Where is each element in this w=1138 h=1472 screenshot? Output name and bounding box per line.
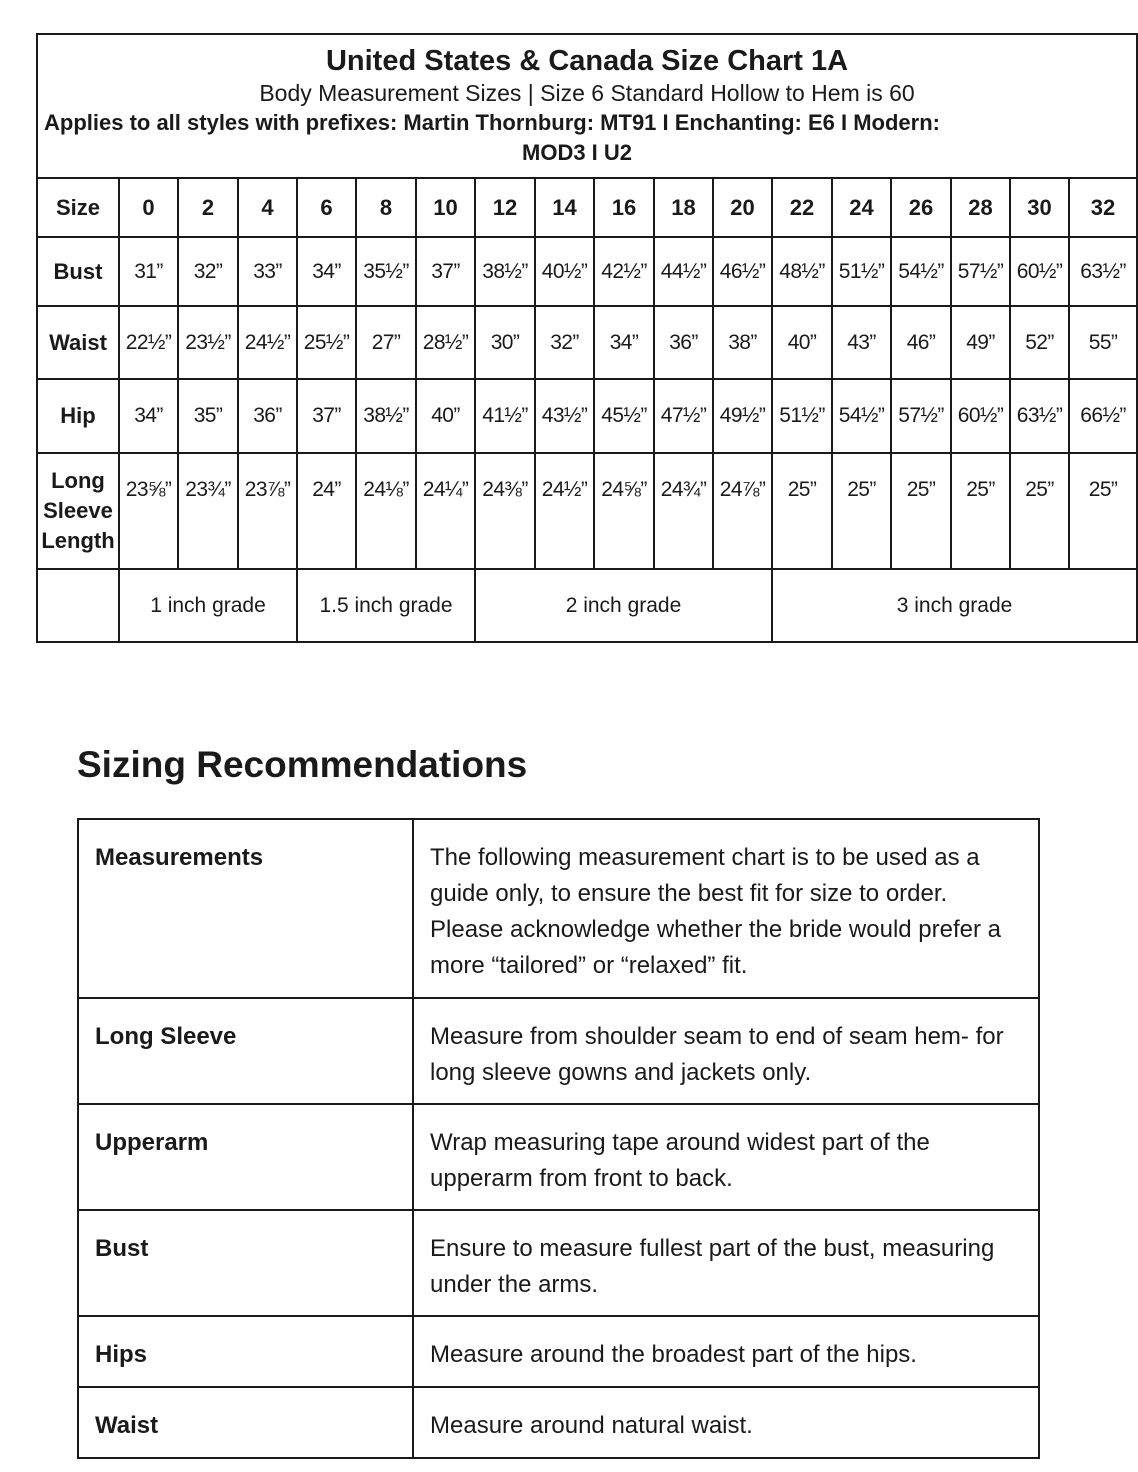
hip-row [37,379,1137,453]
sleeve-cell: 24⅜” [475,453,535,569]
bust-cell: 63½” [1069,237,1137,306]
grade-row [37,569,1137,642]
waist-cell: 24½” [238,306,297,379]
grade-2-inch: 2 inch grade [475,569,772,642]
bust-cell: 60½” [1010,237,1069,306]
row-label-bust: Bust [37,237,119,306]
waist-cell: 55” [1069,306,1137,379]
waist-cell: 28½” [416,306,475,379]
sleeve-cell: 24¾” [654,453,713,569]
size-cell: 16 [594,178,654,237]
waist-cell: 32” [535,306,594,379]
row-label-waist: Waist [37,306,119,379]
bust-cell: 35½” [356,237,416,306]
size-cell: 14 [535,178,594,237]
hip-cell: 40” [416,379,475,453]
size-cell: 2 [178,178,238,237]
waist-cell: 30” [475,306,535,379]
rec-row [78,998,1039,1104]
sleeve-row [37,453,1137,569]
size-chart-applies-line: Applies to all styles with prefixes: Martin Thornburg: MT91 I Enchanting: E6 I Modern: [44,110,940,135]
hip-cell: 49½” [713,379,772,453]
waist-cell: 23½” [178,306,238,379]
hip-cell: 37” [297,379,356,453]
sleeve-cell: 23⅞” [238,453,297,569]
rec-label: Upperarm [78,1104,413,1210]
rec-label: Waist [78,1387,413,1458]
bust-cell: 46½” [713,237,772,306]
size-chart-table [36,33,1138,643]
bust-cell: 34” [297,237,356,306]
size-chart-header [37,34,1137,178]
size-cell: 18 [654,178,713,237]
sleeve-cell: 23¾” [178,453,238,569]
hip-cell: 57½” [891,379,951,453]
rec-row [78,1387,1039,1458]
rec-label: Long Sleeve [78,998,413,1104]
rec-text: Ensure to measure fullest part of the bust, measuring under the arms. [413,1210,1039,1316]
sleeve-cell: 25” [1010,453,1069,569]
grade-3-inch: 3 inch grade [772,569,1137,642]
sleeve-cell: 24⅛” [356,453,416,569]
waist-cell: 27” [356,306,416,379]
grade-1-inch: 1 inch grade [119,569,297,642]
sleeve-cell: 25” [1069,453,1137,569]
size-cell: 22 [772,178,832,237]
bust-cell: 54½” [891,237,951,306]
hip-cell: 36” [238,379,297,453]
sleeve-cell: 25” [891,453,951,569]
size-cell: 24 [832,178,891,237]
sleeve-cell: 24⅝” [594,453,654,569]
size-chart-applies-line-2: MOD3 I U2 [522,140,633,165]
grade-1-5-inch: 1.5 inch grade [297,569,475,642]
size-cell: 6 [297,178,356,237]
size-cell: 20 [713,178,772,237]
size-cell: 30 [1010,178,1069,237]
rec-text: The following measurement chart is to be used as a guide only, to ensure the best fit for size to order. Please acknowledge whether the bride would prefer a more “tailored” or “relaxed” fit. [413,819,1039,998]
bust-cell: 57½” [951,237,1010,306]
hip-cell: 43½” [535,379,594,453]
bust-cell: 42½” [594,237,654,306]
sleeve-cell: 24” [297,453,356,569]
rec-text: Measure around the broadest part of the hips. [413,1316,1039,1387]
bust-row [37,237,1137,306]
sleeve-cell: 24½” [535,453,594,569]
waist-cell: 25½” [297,306,356,379]
hip-cell: 34” [119,379,178,453]
hip-cell: 54½” [832,379,891,453]
hip-cell: 47½” [654,379,713,453]
bust-cell: 48½” [772,237,832,306]
rec-row [78,819,1039,998]
waist-row [37,306,1137,379]
hip-cell: 51½” [772,379,832,453]
size-cell: 28 [951,178,1010,237]
bust-cell: 40½” [535,237,594,306]
hip-cell: 38½” [356,379,416,453]
waist-cell: 46” [891,306,951,379]
rec-text: Measure from shoulder seam to end of seam hem- for long sleeve gowns and jackets only. [413,998,1039,1104]
waist-cell: 49” [951,306,1010,379]
recommendations-table [77,818,1040,1459]
waist-cell: 43” [832,306,891,379]
size-cell: 10 [416,178,475,237]
bust-cell: 31” [119,237,178,306]
sleeve-cell: 25” [832,453,891,569]
bust-cell: 44½” [654,237,713,306]
sleeve-cell: 24⅞” [713,453,772,569]
hip-cell: 66½” [1069,379,1137,453]
size-row [37,178,1137,237]
bust-cell: 38½” [475,237,535,306]
rec-row [78,1316,1039,1387]
rec-row [78,1210,1039,1316]
rec-text: Measure around natural waist. [413,1387,1039,1458]
size-cell: 0 [119,178,178,237]
size-chart-container [36,33,1126,641]
size-chart-title: United States & Canada Size Chart 1A [325,45,849,77]
bust-cell: 32” [178,237,238,306]
waist-cell: 40” [772,306,832,379]
size-chart-subtitle: Body Measurement Sizes | Size 6 Standard Hollow to Hem is 60 [259,80,915,106]
row-label-hip: Hip [37,379,119,453]
waist-cell: 52” [1010,306,1069,379]
size-cell: 26 [891,178,951,237]
size-cell: 4 [238,178,297,237]
waist-cell: 22½” [119,306,178,379]
waist-cell: 36” [654,306,713,379]
hip-cell: 63½” [1010,379,1069,453]
sleeve-cell: 25” [951,453,1010,569]
row-label-sleeve: Long Sleeve Length [37,453,119,569]
waist-cell: 38” [713,306,772,379]
hip-cell: 41½” [475,379,535,453]
rec-label: Bust [78,1210,413,1316]
grade-row-blank [37,569,119,642]
row-label-size: Size [37,178,119,237]
rec-row [78,1104,1039,1210]
sleeve-cell: 24¼” [416,453,475,569]
rec-text: Wrap measuring tape around widest part of the upperarm from front to back. [413,1104,1039,1210]
recommendations-heading: Sizing Recommendations [77,744,528,785]
hip-cell: 60½” [951,379,1010,453]
bust-cell: 37” [416,237,475,306]
sleeve-cell: 25” [772,453,832,569]
hip-cell: 35” [178,379,238,453]
size-cell: 8 [356,178,416,237]
rec-label: Hips [78,1316,413,1387]
size-cell: 12 [475,178,535,237]
bust-cell: 33” [238,237,297,306]
bust-cell: 51½” [832,237,891,306]
waist-cell: 34” [594,306,654,379]
size-cell: 32 [1069,178,1137,237]
rec-label: Measurements [78,819,413,998]
hip-cell: 45½” [594,379,654,453]
sleeve-cell: 23⅝” [119,453,178,569]
